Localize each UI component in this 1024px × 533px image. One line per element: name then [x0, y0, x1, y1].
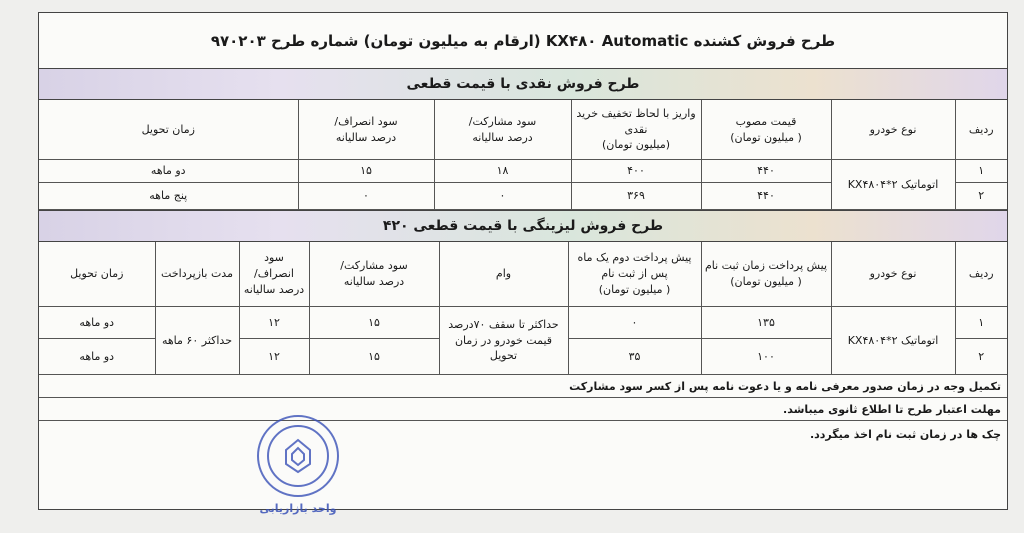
col-cancel-label: سود انصراف/ [334, 114, 398, 128]
col-prepay1-unit: ( میلیون تومان) [730, 275, 802, 288]
col-term: مدت بازپرداخت [155, 242, 239, 307]
col-row: ردیف [955, 100, 1007, 160]
deposit-cell: ۴۰۰ [571, 160, 701, 183]
participation-cell: ۱۵ [309, 307, 439, 339]
cancel-cell: ۱۲ [239, 339, 309, 375]
note-item: چک ها در زمان ثبت نام اخذ میگردد. [809, 427, 1001, 441]
col-cancel-unit: درصد سالیانه [243, 282, 305, 296]
vehicle-cell: اتوماتیک ۲*KX۴۸۰۴ [831, 160, 955, 210]
document-title: طرح فروش کشنده KX۴۸۰ Automatic (ارقام به میلیون تومان) شماره طرح ۹۷۰۲۰۳ [39, 13, 1007, 69]
stamp-label: واحد بازاریابی [259, 502, 337, 515]
col-participation-label: سود مشارکت/ [340, 259, 408, 273]
col-vehicle: نوع خودرو [831, 100, 955, 160]
note-item: مهلت اعتبار طرح تا اطلاع ثانوی میباشد. [39, 398, 1007, 421]
sales-plan-sheet [38, 12, 1008, 510]
term-cell: حداکثر ۶۰ ماهه [155, 307, 239, 375]
participation-cell: ۱۸ [434, 160, 571, 183]
col-prepay2 [568, 242, 701, 307]
cancel-cell: ۱۵ [298, 160, 434, 183]
stamp-emblem-inner-icon [292, 448, 304, 465]
col-deposit-unit: (میلیون تومان) [601, 138, 671, 152]
col-row: ردیف [955, 242, 1007, 307]
cancel-cell: ۱۲ [239, 307, 309, 339]
col-price-unit: ( میلیون تومان) [730, 130, 802, 144]
col-cancel [298, 100, 434, 160]
note-item: تکمیل وجه در زمان صدور معرفی نامه و یا دعوت نامه پس از کسر سود مشارکت [39, 375, 1007, 398]
marketing-stamp [248, 410, 348, 520]
vehicle-cell: اتوماتیک ۲*KX۴۸۰۴ [831, 307, 955, 375]
col-vehicle: نوع خودرو [831, 242, 955, 307]
col-cancel [239, 242, 309, 307]
col-participation [434, 100, 571, 160]
cash-sale-heading: طرح فروش نقدی با قیمت قطعی [39, 69, 1007, 100]
table-header-row [39, 242, 1007, 307]
prepay1-cell: ۱۰۰ [701, 339, 831, 375]
col-prepay1 [701, 242, 831, 307]
col-loan: وام [439, 242, 568, 307]
col-participation-unit: درصد سالیانه [472, 130, 533, 144]
col-participation-unit: درصد سالیانه [343, 275, 405, 288]
row-number: ۱ [955, 160, 1007, 183]
row-number: ۲ [955, 339, 1007, 375]
cancel-cell: ۰ [298, 183, 434, 210]
col-price-label: قیمت مصوب [735, 114, 797, 128]
row-number: ۲ [955, 183, 1007, 210]
col-delivery: زمان تحویل [39, 100, 298, 160]
deposit-cell: ۳۶۹ [571, 183, 701, 210]
row-number: ۱ [955, 307, 1007, 339]
col-cancel-label: سود انصراف/ [254, 251, 294, 281]
col-participation [309, 242, 439, 307]
col-participation-label: سود مشارکت/ [468, 114, 537, 128]
col-prepay1-label: پیش پرداخت زمان ثبت نام [704, 259, 828, 273]
price-cell: ۴۴۰ [701, 183, 831, 210]
table-row [39, 160, 1007, 183]
col-cancel-unit: درصد سالیانه [335, 130, 397, 144]
delivery-cell: دو ماهه [39, 339, 155, 375]
notes-section [39, 375, 1007, 447]
loan-cell: حداکثر تا سقف ۷۰درصد قیمت خودرو در زمان تحویل [439, 307, 568, 375]
stamp-inner-ring [268, 426, 328, 486]
col-prepay2-label: پیش پرداخت دوم یک ماه پس از ثبت نام [577, 251, 692, 281]
delivery-cell: دو ماهه [39, 307, 155, 339]
col-price [701, 100, 831, 160]
col-prepay2-unit: ( میلیون تومان) [598, 282, 671, 296]
prepay2-cell: ۳۵ [568, 339, 701, 375]
price-cell: ۴۴۰ [701, 160, 831, 183]
col-deposit [571, 100, 701, 160]
delivery-cell: دو ماهه [39, 160, 298, 183]
cash-sale-table [39, 100, 1007, 210]
stamp-emblem-icon [286, 440, 310, 472]
col-delivery: زمان تحویل [39, 242, 155, 307]
col-deposit-label: واریز با لحاظ تخفیف خرید نقدی [576, 106, 696, 136]
delivery-cell: پنج ماهه [39, 183, 298, 210]
participation-cell: ۱۵ [309, 339, 439, 375]
leasing-sale-heading: طرح فروش لیزینگی با قیمت قطعی ۴۲۰ [39, 210, 1007, 242]
table-header-row [39, 100, 1007, 160]
table-row [39, 307, 1007, 339]
prepay2-cell: ۰ [568, 307, 701, 339]
stamp-outer-ring [258, 416, 338, 496]
leasing-sale-table [39, 242, 1007, 375]
prepay1-cell: ۱۳۵ [701, 307, 831, 339]
participation-cell: ۰ [434, 183, 571, 210]
